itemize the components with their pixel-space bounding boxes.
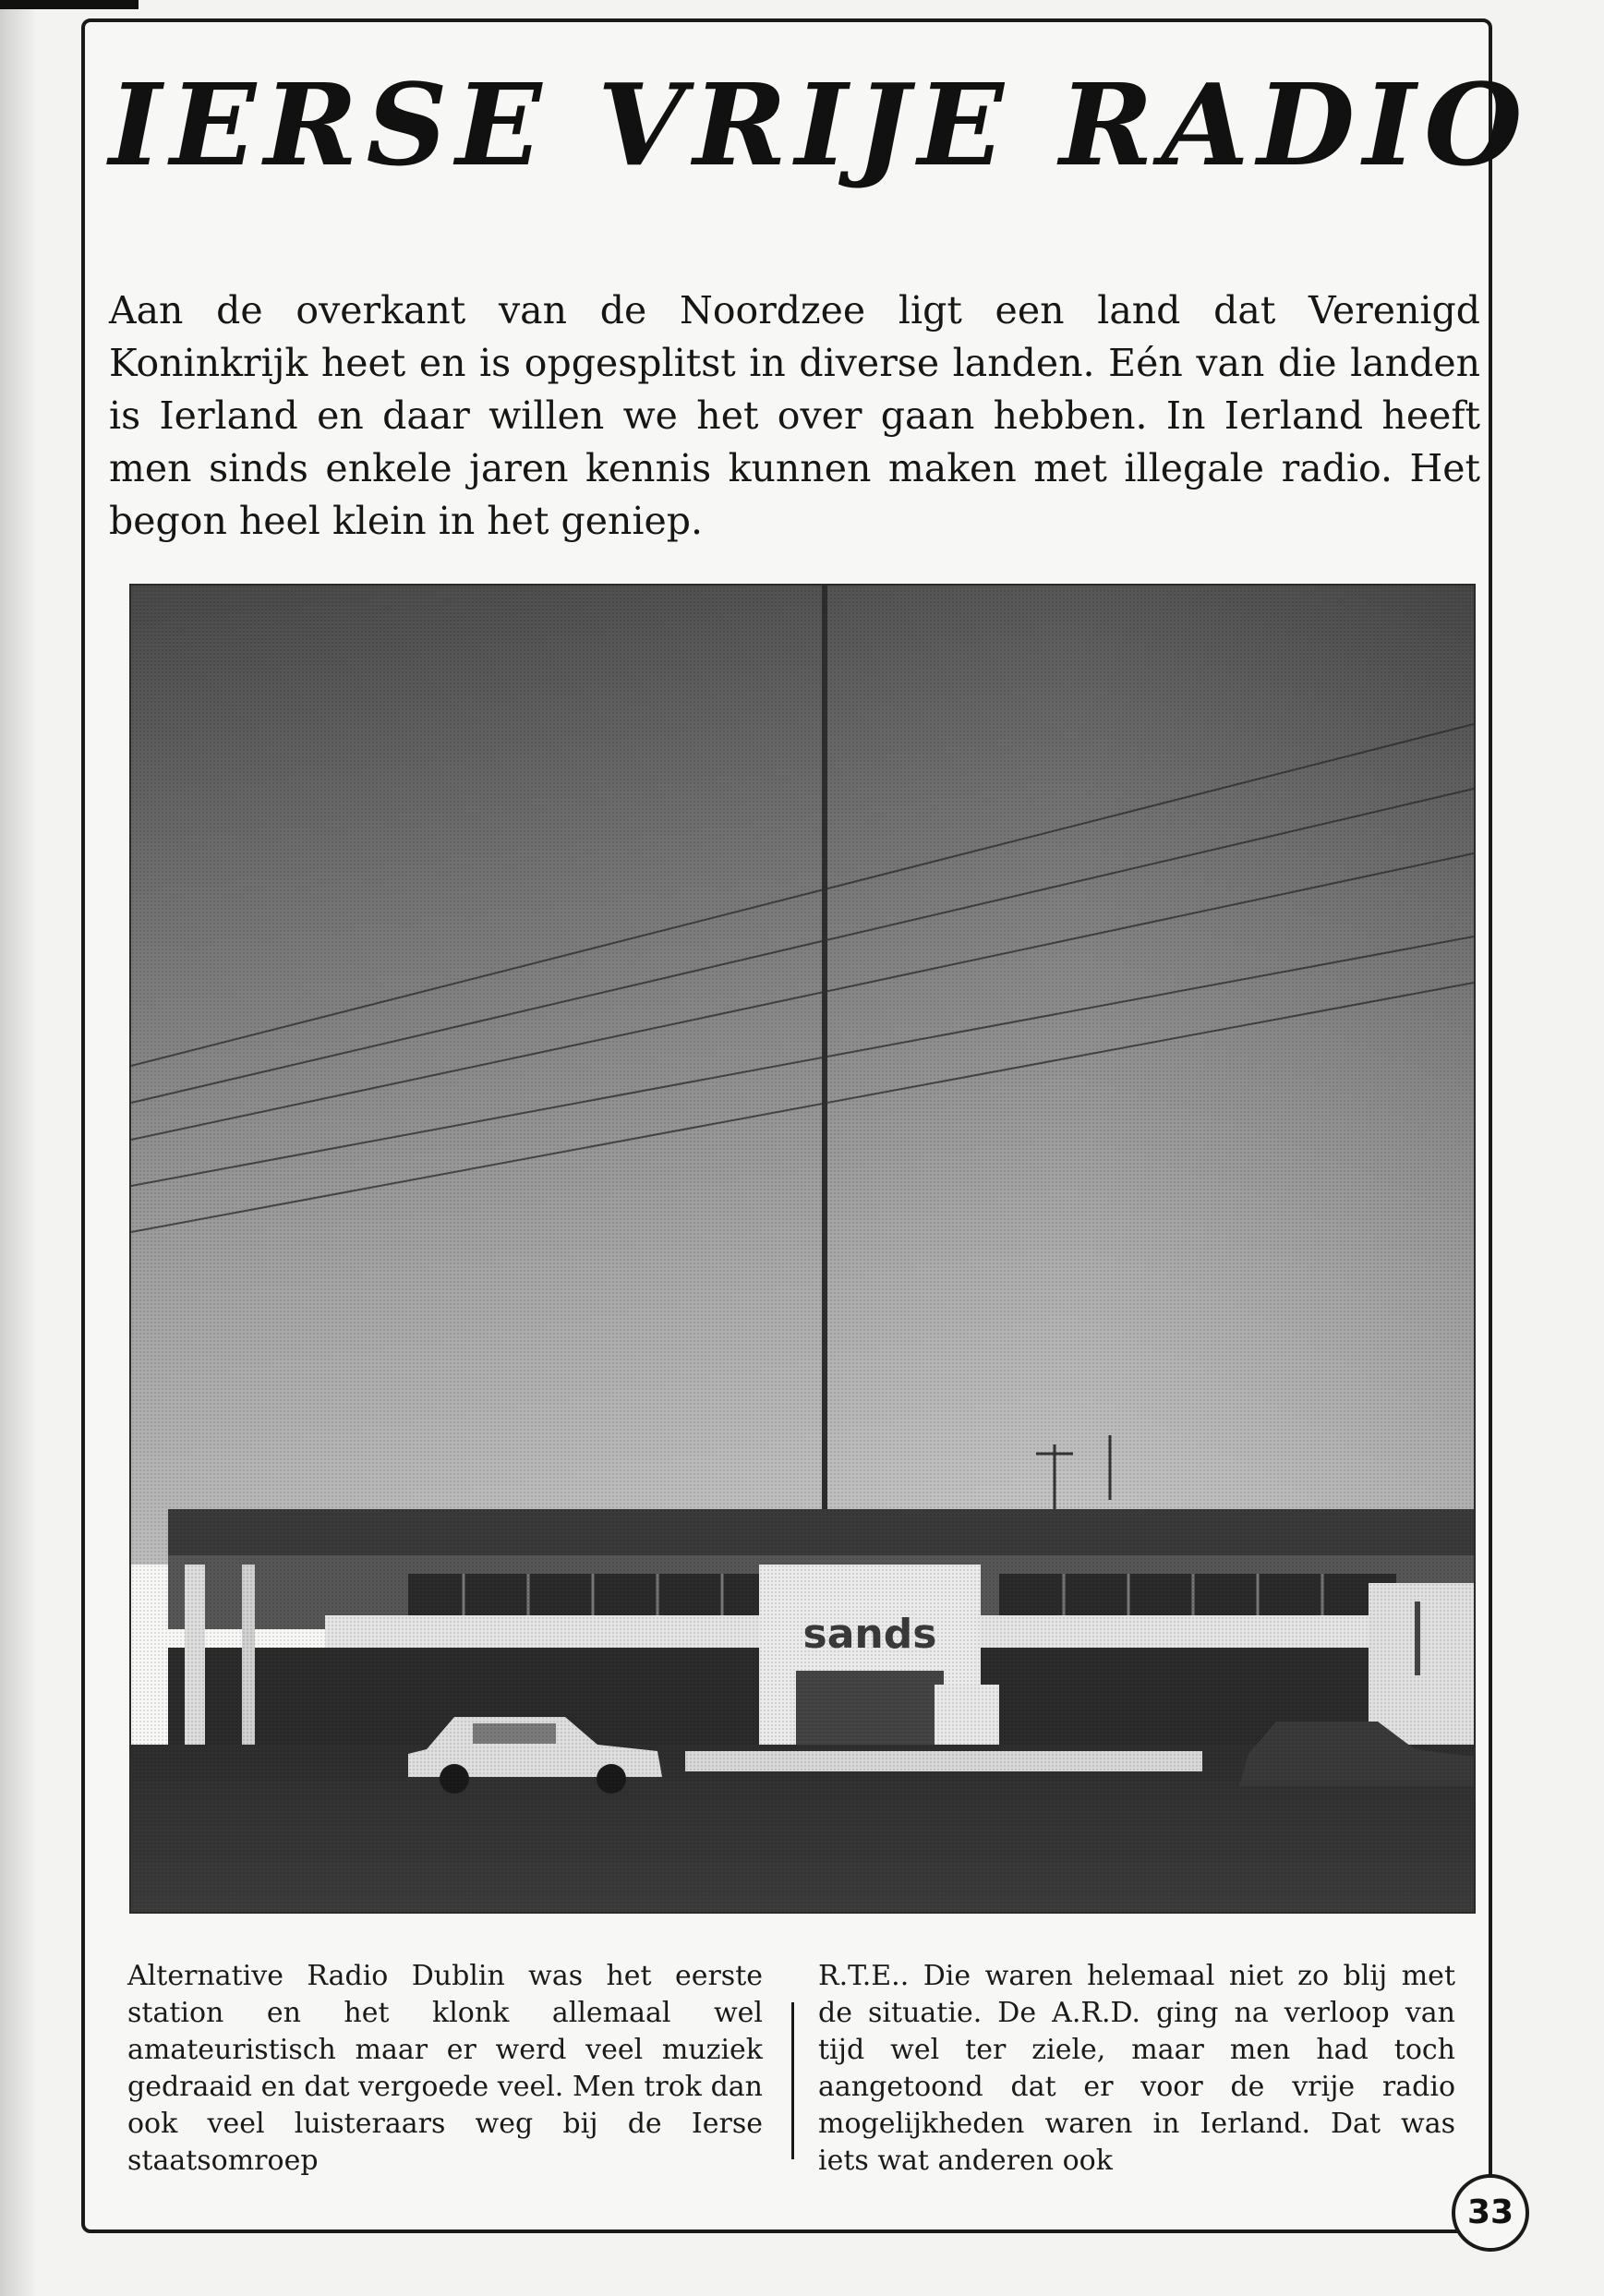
article-intro: Aan de overkant van de Noordzee ligt een land dat Verenigd Koninkrijk heet en is opgesplitst in diverse landen. Eén van die landen is Ierland en daar willen we het over gaan hebben. In Ierland heeft men sinds enkele jaren kennis kunnen maken met illegale radio. Het begon heel klein in het geniep. — [109, 288, 1480, 543]
page-shadow — [0, 0, 37, 2296]
article-title: IERSE VRIJE RADIO — [109, 58, 1531, 191]
article-column-left: Alternative Radio Dublin was het eerste station en het klonk allemaal wel amateuristisch maar er werd veel muziek gedraaid en dat vergoede veel. Men trok dan ook veel luisteraars weg bij de Ierse staatsomroep — [127, 1960, 763, 2177]
photo-building-hotel — [131, 586, 1474, 1912]
column-divider — [791, 2002, 794, 2159]
page-number: 33 — [1452, 2174, 1529, 2252]
article-column-right: R.T.E.. Die waren helemaal niet zo blij met de situatie. De A.R.D. ging na verloop van tijd wel ter ziele, maar men had toch aangetoond dat er voor de vrije radio mogelijkheden waren in Ierland. Dat was iets wat anderen ook — [818, 1960, 1455, 2177]
corner-mark — [0, 0, 139, 9]
article-photo — [129, 584, 1476, 1914]
